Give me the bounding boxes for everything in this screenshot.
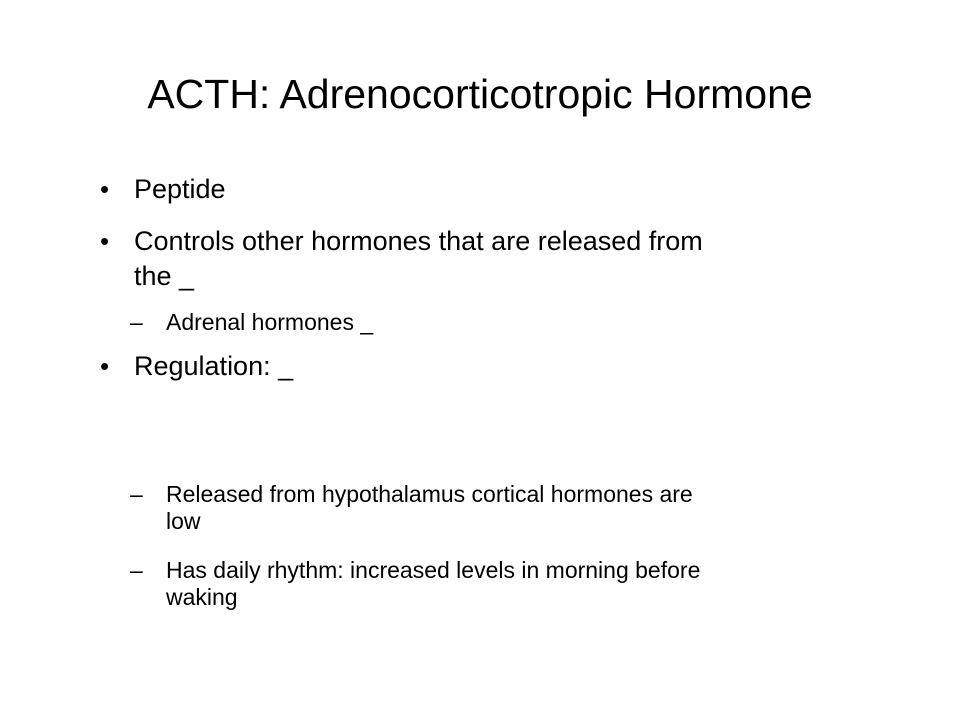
sub-bullet-text-line-1: Has daily rhythm: increased levels in morning before <box>166 557 701 583</box>
sub-bullet-marker: – <box>130 481 143 507</box>
sub-bullet-released-from-hypothalamus <box>130 480 930 536</box>
sub-bullet-text-line-2: waking <box>166 584 238 610</box>
sub-bullet-marker: – <box>130 557 143 583</box>
sub-bullet-text-line-2: low <box>166 508 201 534</box>
sub-bullet-marker: – <box>130 309 143 335</box>
sub-bullet-text-line-1: Released from hypothalamus cortical hormones are <box>166 481 693 507</box>
bullet-marker: • <box>100 174 110 204</box>
bullet-text-line-2: the _ <box>134 261 195 291</box>
bullet-peptide <box>100 172 940 206</box>
bullet-text-line-1: Controls other hormones that are released from <box>134 226 703 256</box>
bullet-text: Peptide <box>134 174 226 204</box>
sub-bullet-adrenal-hormones <box>130 308 930 336</box>
bullet-controls-hormones <box>100 224 940 294</box>
bullet-text: Regulation: _ <box>134 351 294 381</box>
slide-title: ACTH: Adrenocorticotropic Hormone <box>147 71 813 117</box>
bullet-marker: • <box>100 226 110 256</box>
bullet-marker: • <box>100 351 110 381</box>
sub-bullet-daily-rhythm <box>130 556 930 612</box>
sub-bullet-text: Adrenal hormones _ <box>166 309 374 335</box>
bullet-regulation <box>100 349 940 383</box>
